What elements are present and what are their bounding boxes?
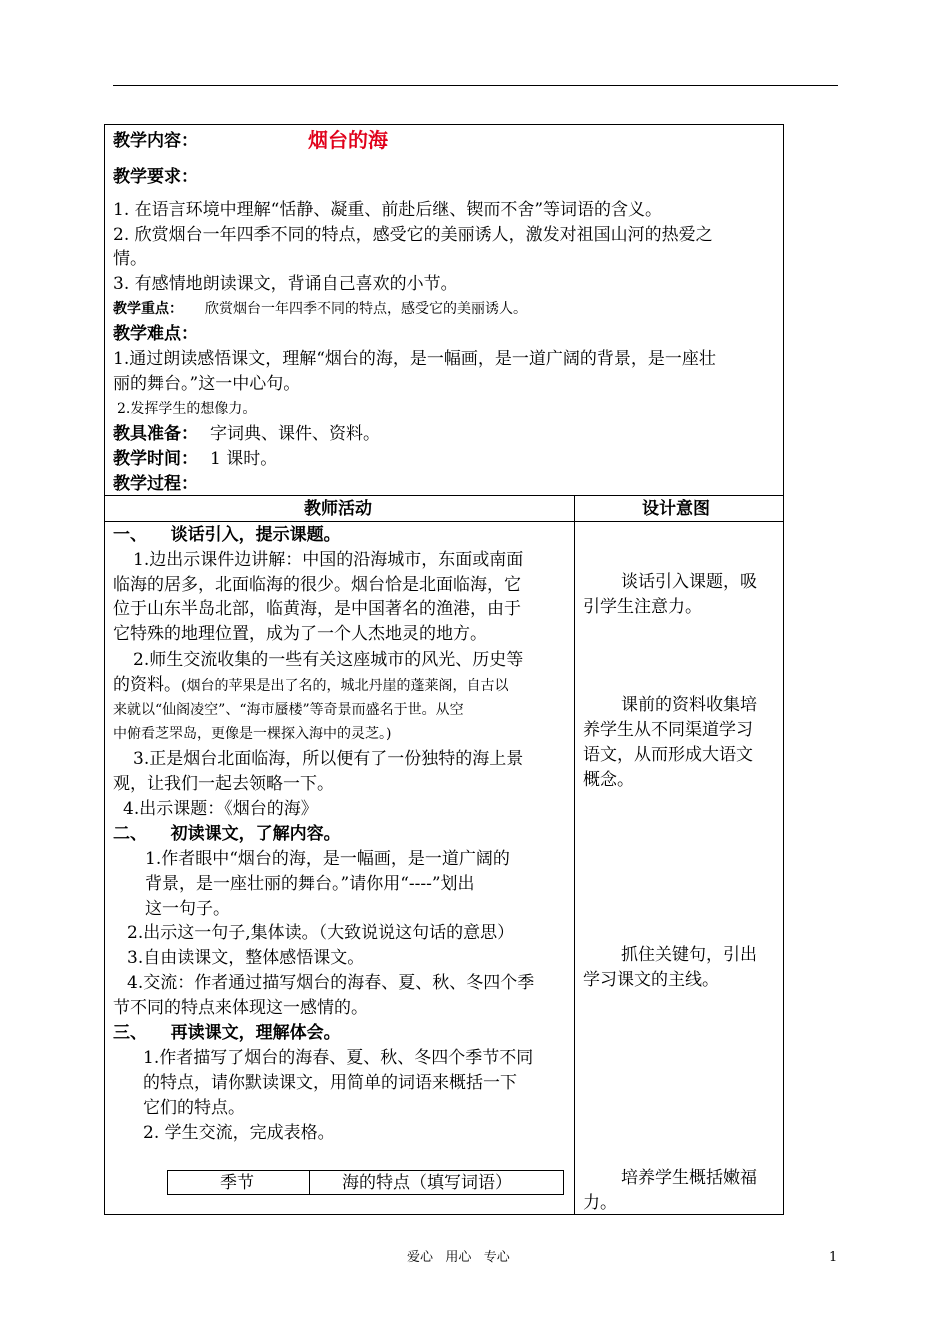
teacher-line: 位于山东半岛北部，临黄海，是中国著名的渔港，由于 bbox=[113, 599, 521, 619]
intent-line: 抓住关键句，引出 bbox=[621, 945, 757, 965]
lesson-title: 烟台的海 bbox=[308, 128, 388, 152]
content-label: 教学内容： bbox=[113, 131, 198, 151]
tools-text: 字词典、课件、资料。 bbox=[210, 424, 380, 444]
teacher-line: 1.边出示课件边讲解：中国的沿海城市，东面或南面 bbox=[133, 550, 524, 570]
requirement-2: 2. 欣赏烟台一年四季不同的特点，感受它的美丽诱人，激发对祖国山河的热爱之 bbox=[113, 225, 713, 245]
teacher-note: 来就以“仙阁凌空”、“海市蜃楼”等奇景而盛名于世。从空 bbox=[113, 702, 464, 718]
intent-line: 力。 bbox=[583, 1193, 617, 1213]
time-text: 1 课时。 bbox=[210, 449, 278, 469]
teacher-line: 4.出示课题：《烟台的海》 bbox=[123, 799, 318, 819]
requirement-3: 3. 有感情地朗读课文，背诵自己喜欢的小节。 bbox=[113, 274, 458, 294]
row-divider-process bbox=[105, 495, 783, 496]
teacher-line: 4.交流：作者通过描写烟台的海春、夏、秋、冬四个季 bbox=[127, 973, 535, 993]
page-number: 1 bbox=[829, 1250, 838, 1265]
teacher-note: (烟台的苹果是出了名的，城北丹崖的蓬莱阁，自古以 bbox=[181, 678, 509, 694]
time-label: 教学时间： bbox=[113, 449, 198, 469]
intent-line: 养学生从不同渠道学习 bbox=[583, 720, 753, 740]
intent-column-header: 设计意图 bbox=[642, 499, 710, 519]
teacher-line: 临海的居多，北面临海的很少。烟台恰是北面临海，它 bbox=[113, 575, 521, 595]
intent-line: 概念。 bbox=[583, 770, 634, 790]
footer-motto: 爱心 用心 专心 bbox=[407, 1250, 510, 1265]
teacher-line: 2. 学生交流，完成表格。 bbox=[143, 1123, 335, 1143]
key-point-text: 欣赏烟台一年四季不同的特点，感受它的美丽诱人。 bbox=[205, 301, 527, 317]
difficulty-line-3: 2.发挥学生的想像力。 bbox=[117, 401, 257, 417]
requirement-2-cont: 情。 bbox=[113, 249, 147, 269]
column-divider bbox=[574, 495, 575, 1214]
tools-label: 教具准备： bbox=[113, 424, 198, 444]
intent-line: 课前的资料收集培 bbox=[621, 695, 757, 715]
sea-feature-column-header: 海的特点（填写词语） bbox=[342, 1173, 512, 1193]
teacher-line: 2.师生交流收集的一些有关这座城市的风光、历史等 bbox=[133, 650, 524, 670]
teacher-line: 3.自由读课文，整体感悟课文。 bbox=[127, 948, 365, 968]
process-label: 教学过程： bbox=[113, 474, 198, 494]
teacher-line: 1.作者描写了烟台的海春、夏、秋、冬四个季节不同 bbox=[143, 1048, 534, 1068]
section-1-heading: 一、 谈话引入，提示课题。 bbox=[113, 525, 341, 545]
teacher-line: 观，让我们一起去领略一下。 bbox=[113, 774, 334, 794]
teacher-line: 3.正是烟台北面临海，所以便有了一份独特的海上景 bbox=[133, 749, 524, 769]
intent-line: 引学生注意力。 bbox=[583, 597, 702, 617]
teacher-line: 背景，是一座壮丽的舞台。”请你用“----”划出 bbox=[145, 874, 475, 894]
season-table bbox=[167, 1170, 564, 1195]
requirement-1: 1. 在语言环境中理解“恬静、凝重、前赴后继、锲而不舍”等词语的含义。 bbox=[113, 200, 663, 220]
row-divider-columns bbox=[105, 521, 783, 522]
intent-line: 语文，从而形成大语文 bbox=[583, 745, 753, 765]
teacher-line: 的特点，请你默读课文，用简单的词语来概括一下 bbox=[143, 1073, 517, 1093]
section-3-heading: 三、 再读课文，理解体会。 bbox=[113, 1023, 341, 1043]
season-table-divider bbox=[309, 1171, 310, 1194]
teacher-line: 1.作者眼中“烟台的海，是一幅画，是一道广阔的 bbox=[145, 849, 510, 869]
teacher-line: 它特殊的地理位置，成为了一个人杰地灵的地方。 bbox=[113, 624, 487, 644]
teacher-line: 节不同的特点来体现这一感情的。 bbox=[113, 998, 368, 1018]
intent-line: 谈话引入课题，吸 bbox=[621, 572, 757, 592]
requirements-label: 教学要求： bbox=[113, 167, 198, 187]
lesson-plan-table bbox=[104, 124, 784, 1215]
difficulty-line-1: 1.通过朗读感悟课文，理解“烟台的海，是一幅画，是一道广阔的背景，是一座壮 bbox=[113, 349, 716, 369]
teacher-line: 2.出示这一句子,集体读。（大致说说这句话的意思） bbox=[127, 923, 515, 943]
teacher-line: 它们的特点。 bbox=[143, 1098, 245, 1118]
teacher-column-header: 教师活动 bbox=[304, 499, 372, 519]
section-2-heading: 二、 初读课文，了解内容。 bbox=[113, 824, 341, 844]
teacher-line: 的资料。 bbox=[113, 675, 181, 695]
difficulty-line-2: 丽的舞台。”这一中心句。 bbox=[113, 374, 301, 394]
header-rule bbox=[113, 85, 838, 86]
key-point-label: 教学重点： bbox=[113, 301, 183, 317]
intent-line: 培养学生概括嫩福 bbox=[621, 1168, 757, 1188]
intent-line: 学习课文的主线。 bbox=[583, 970, 719, 990]
season-column-header: 季节 bbox=[220, 1173, 254, 1193]
difficulty-label: 教学难点： bbox=[113, 324, 198, 344]
teacher-note: 中俯看芝罘岛，更像是一棵探入海中的灵芝。) bbox=[113, 726, 392, 742]
teacher-line: 这一句子。 bbox=[145, 899, 230, 919]
